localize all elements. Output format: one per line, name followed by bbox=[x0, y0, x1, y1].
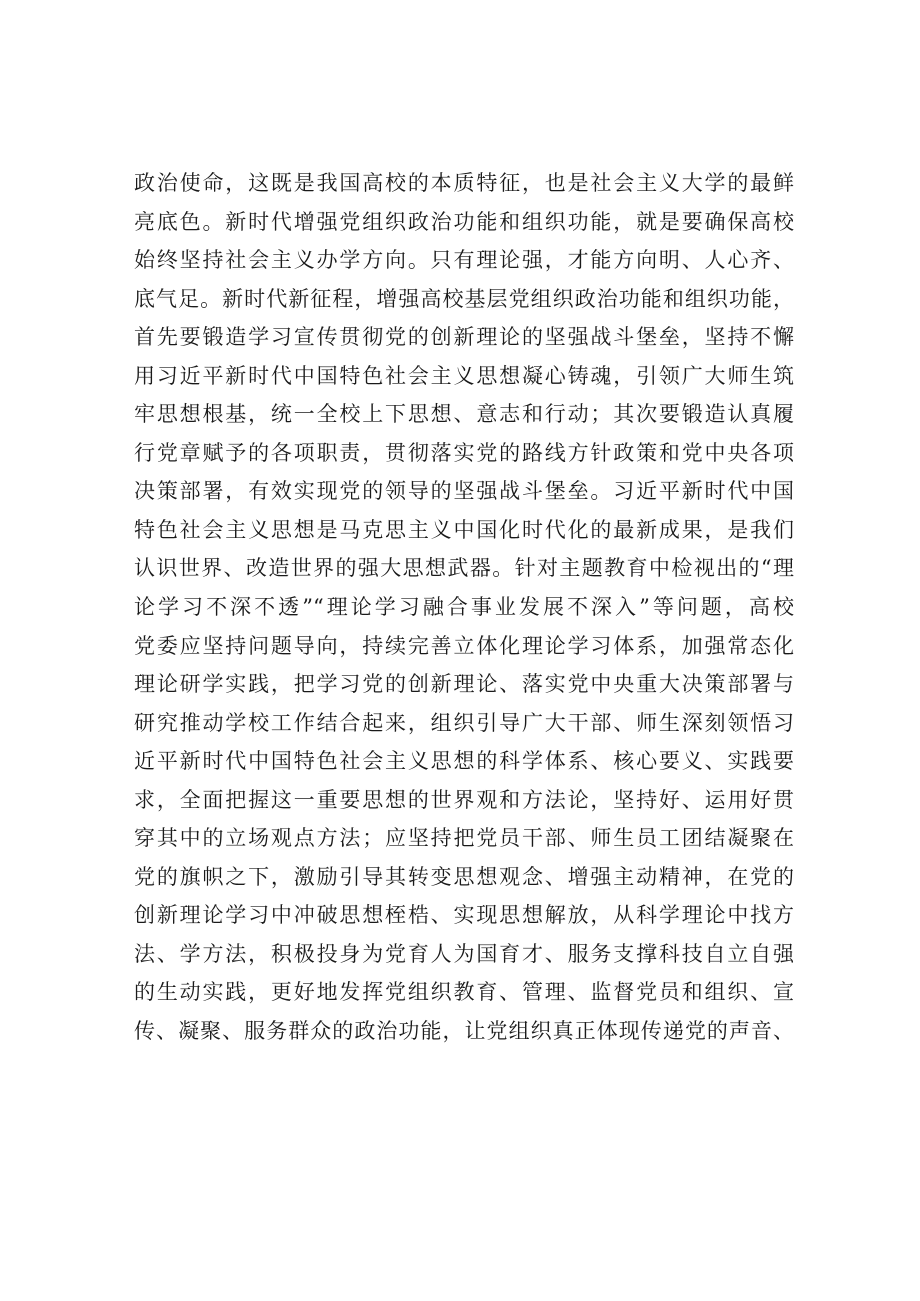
text-line: 特色社会主义思想是马克思主义中国化时代化的最新成果，是我们 bbox=[134, 517, 794, 542]
text-line: 穿其中的立场观点方法；应坚持把党员干部、师生员工团结凝聚在 bbox=[134, 826, 794, 851]
text-line: 传、凝聚、服务群众的政治功能，让党组织真正体现传递党的声音、 bbox=[134, 1019, 794, 1044]
text-line: 始终坚持社会主义办学方向。只有理论强，才能方向明、人心齐、 bbox=[134, 248, 794, 273]
text-line: 行党章赋予的各项职责，贯彻落实党的路线方针政策和党中央各项 bbox=[134, 440, 794, 465]
text-line: 首先要锻造学习宣传贯彻党的创新理论的坚强战斗堡垒，坚持不懈 bbox=[134, 325, 794, 350]
text-line: 求，全面把握这一重要思想的世界观和方法论，坚持好、运用好贯 bbox=[134, 787, 794, 812]
text-line: 政治使命，这既是我国高校的本质特征，也是社会主义大学的最鲜 bbox=[134, 171, 794, 195]
text-line: 党委应坚持问题导向，持续完善立体化理论学习体系，加强常态化 bbox=[134, 633, 794, 658]
text-line: 党的旗帜之下，激励引导其转变思想观念、增强主动精神，在党的 bbox=[134, 864, 794, 889]
body-paragraph bbox=[134, 164, 794, 1051]
text-line: 用习近平新时代中国特色社会主义思想凝心铸魂，引领广大师生筑 bbox=[134, 363, 794, 388]
text-line: 底气足。新时代新征程，增强高校基层党组织政治功能和组织功能， bbox=[134, 286, 794, 311]
text-line: 的生动实践，更好地发挥党组织教育、管理、监督党员和组织、宣 bbox=[134, 980, 794, 1005]
text-line: 牢思想根基，统一全校上下思想、意志和行动；其次要锻造认真履 bbox=[134, 402, 794, 427]
text-line: 法、学方法，积极投身为党育人为国育才、服务支撑科技自立自强 bbox=[134, 941, 794, 966]
text-line: 理论研学实践，把学习党的创新理论、落实党中央重大决策部署与 bbox=[134, 672, 794, 697]
text-line: 认识世界、改造世界的强大思想武器。针对主题教育中检视出的“理 bbox=[134, 556, 794, 581]
text-line: 近平新时代中国特色社会主义思想的科学体系、核心要义、实践要 bbox=[134, 749, 794, 774]
text-line: 决策部署，有效实现党的领导的坚强战斗堡垒。习近平新时代中国 bbox=[134, 479, 794, 504]
text-line: 论学习不深不透”“理论学习融合事业发展不深入”等问题，高校 bbox=[134, 595, 794, 620]
text-line: 亮底色。新时代增强党组织政治功能和组织功能，就是要确保高校 bbox=[134, 209, 794, 234]
text-line: 研究推动学校工作结合起来，组织引导广大干部、师生深刻领悟习 bbox=[134, 710, 794, 735]
text-line: 创新理论学习中冲破思想桎梏、实现思想解放，从科学理论中找方 bbox=[134, 903, 794, 928]
